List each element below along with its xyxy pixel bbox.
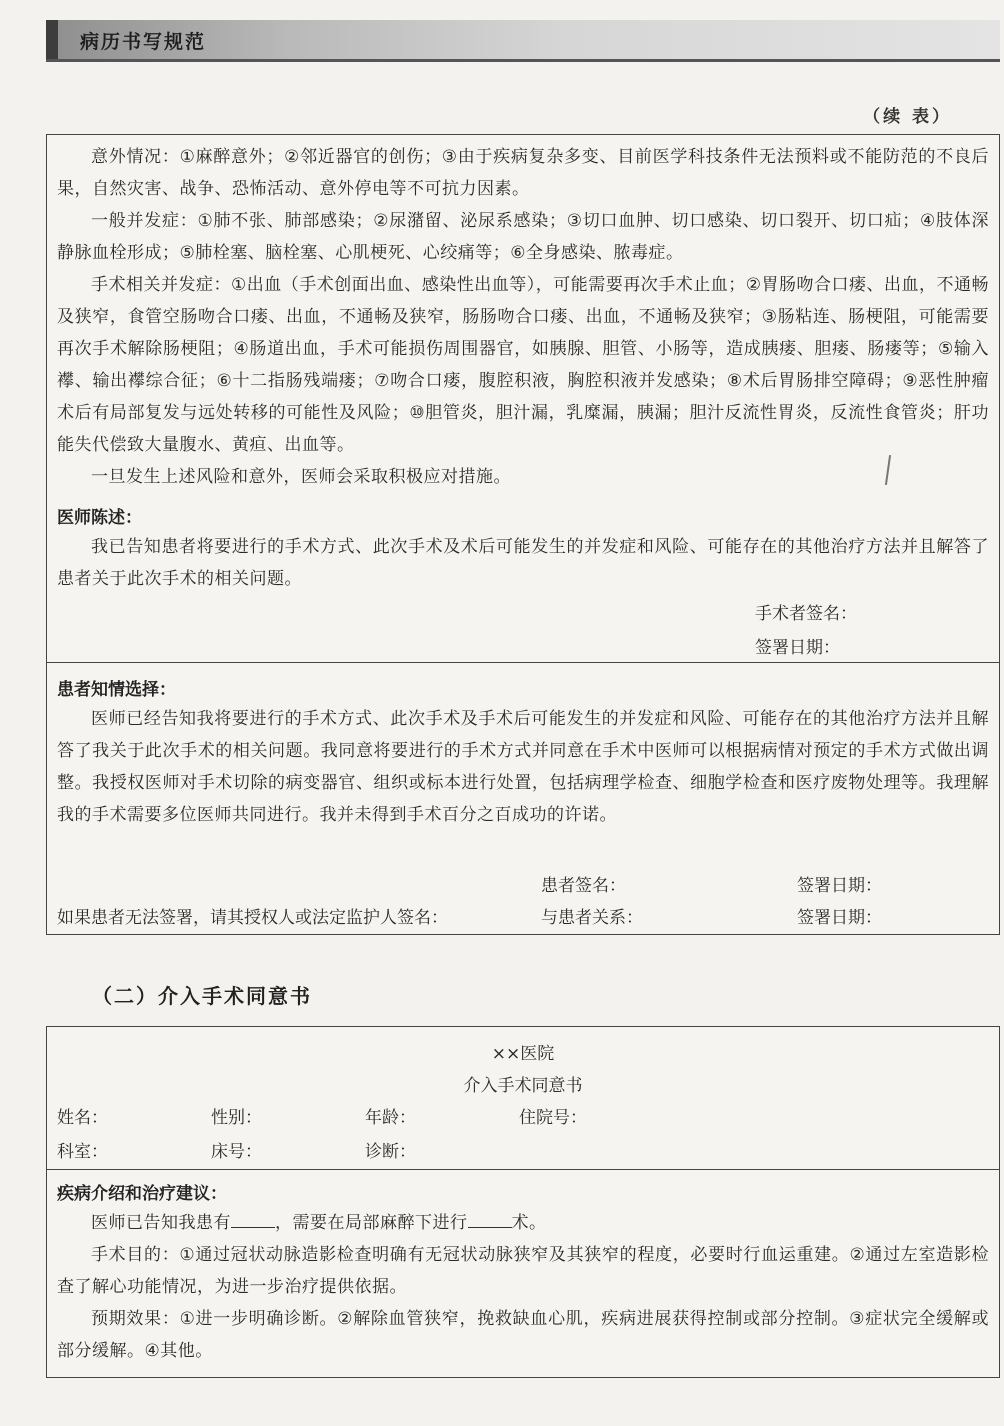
interventional-consent-form bbox=[46, 1026, 1000, 1378]
risk-accidents: 意外情况：①麻醉意外；②邻近器官的创伤；③由于疾病复杂多变、目前医学科技条件无法预料或不能防范的不良后果，自然灾害、战争、恐怖活动、意外停电等不可抗力因素。 bbox=[57, 147, 989, 199]
disease-intro-heading: 疾病介绍和治疗建议： bbox=[57, 1184, 227, 1204]
header-marker bbox=[46, 20, 58, 59]
hospital-name: ××医院 bbox=[491, 1044, 555, 1064]
page-header bbox=[46, 20, 1000, 62]
risk-response: 一旦发生上述风险和意外，医师会采取积极应对措施。 bbox=[91, 467, 511, 487]
form-title: 介入手术同意书 bbox=[463, 1076, 583, 1096]
relation-label: 与患者关系： bbox=[541, 908, 643, 928]
patient-signature-label: 患者签名： bbox=[541, 876, 626, 896]
header-title: 病历书写规范 bbox=[80, 31, 207, 53]
diagnosis-field-label: 诊断： bbox=[365, 1142, 416, 1162]
proxy-signature-label: 如果患者无法签署，请其授权人或法定监护人签名： bbox=[57, 908, 448, 928]
gender-field-label: 性别： bbox=[211, 1108, 262, 1128]
bed-no-field-label: 床号： bbox=[211, 1142, 262, 1162]
surgeon-signature-label: 手术者签名： bbox=[755, 604, 857, 624]
patient-choice-heading: 患者知情选择： bbox=[57, 680, 176, 700]
name-field-label: 姓名： bbox=[57, 1108, 108, 1128]
doctor-statement: 我已告知患者将要进行的手术方式、此次手术及术后可能发生的并发症和风险、可能存在的其他治疗方法并且解答了患者关于此次手术的相关问题。 bbox=[57, 537, 989, 589]
patient-statement: 医师已经告知我将要进行的手术方式、此次手术及手术后可能发生的并发症和风险、可能存在的其他治疗方法并且解答了我关于此次手术的相关问题。我同意将要进行的手术方式并同意在手术中医师可以根据病情对预定的手术方式做出调整。我授权医师对手术切除的病变器官、组织或标本进行处置，包括病理学检查、细胞学检查和医疗废物处理等。我理解我的手术需要多位医师共同进行。我并未得到手术百分之百成功的许诺。 bbox=[57, 709, 989, 825]
surgery-purpose: 手术目的：①通过冠状动脉造影检查明确有无冠状动脉狭窄及其狭窄的程度，必要时行血运重建。②通过左室造影检查了解心功能情况，为进一步治疗提供依据。 bbox=[57, 1245, 989, 1297]
continued-label: （续 表） bbox=[863, 107, 952, 127]
risk-general-complications: 一般并发症：①肺不张、肺部感染；②尿潴留、泌尿系感染；③切口血肿、切口感染、切口裂开、切口疝；④肢体深静脉血栓形成；⑤肺栓塞、脑栓塞、心肌梗死、心绞痛等；⑥全身感染、脓毒症。 bbox=[57, 211, 989, 263]
admission-no-field-label: 住院号： bbox=[519, 1108, 587, 1128]
procedure-blank[interactable] bbox=[468, 1211, 512, 1228]
doctor-statement-heading: 医师陈述： bbox=[57, 508, 142, 528]
age-field-label: 年龄： bbox=[365, 1108, 416, 1128]
consent-form-continued bbox=[46, 134, 1000, 935]
section-divider bbox=[47, 1169, 999, 1170]
proxy-sign-date-label: 签署日期： bbox=[797, 908, 882, 928]
intro-text-part1: 医师已告知我患有 bbox=[91, 1213, 231, 1233]
risk-surgical-complications: 手术相关并发症：①出血（手术创面出血、感染性出血等），可能需要再次手术止血；②胃肠吻合口瘘、出血，不通畅及狭窄，食管空肠吻合口瘘、出血，不通畅及狭窄，肠肠吻合口瘘、出血，不通畅及狭窄；③肠粘连、肠梗阻，可能需要再次手术解除肠梗阻；④肠道出血，手术可能损伤周围器官，如胰腺、胆管、小肠等，造成胰瘘、胆瘘、肠瘘等；⑤输入襻、输出襻综合征；⑥十二指肠残端瘘；⑦吻合口瘘，腹腔积液，胸腔积液并发感染；⑧术后胃肠排空障碍；⑨恶性肿瘤术后有局部复发与远处转移的可能性及风险；⑩胆管炎，胆汁漏，乳糜漏，胰漏；胆汁反流性胃炎，反流性食管炎；肝功能失代偿致大量腹水、黄疸、出血等。 bbox=[57, 275, 989, 455]
intro-text-part3: 术。 bbox=[511, 1213, 547, 1233]
section-title: （二）介入手术同意书 bbox=[92, 984, 312, 1008]
disease-blank[interactable] bbox=[231, 1211, 275, 1228]
section-divider bbox=[47, 662, 999, 663]
patient-sign-date-label: 签署日期： bbox=[797, 876, 882, 896]
disease-intro-statement bbox=[57, 1207, 989, 1239]
expected-effect: 预期效果：①进一步明确诊断。②解除血管狭窄，挽救缺血心肌，疾病进展获得控制或部分控制。③症状完全缓解或部分缓解。④其他。 bbox=[57, 1309, 989, 1361]
department-field-label: 科室： bbox=[57, 1142, 108, 1162]
surgeon-sign-date-label: 签署日期： bbox=[755, 638, 840, 658]
intro-text-part2: ，需要在局部麻醉下进行 bbox=[275, 1213, 468, 1233]
